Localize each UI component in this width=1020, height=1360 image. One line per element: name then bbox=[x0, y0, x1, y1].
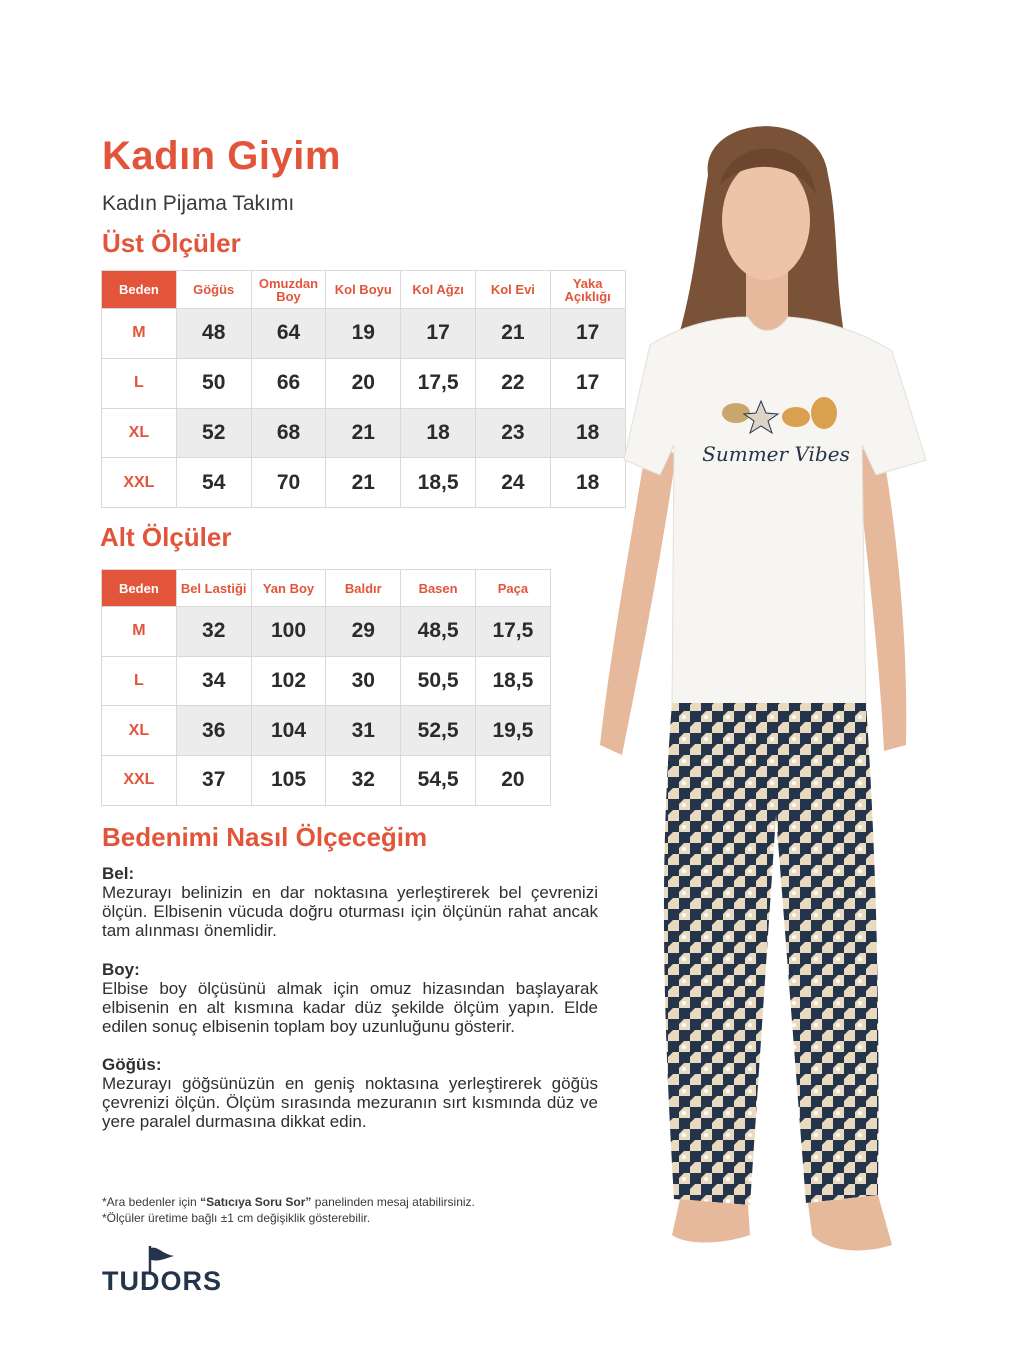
table-cell: 17 bbox=[550, 358, 625, 408]
table-cell: 20 bbox=[475, 756, 550, 806]
table-cell: 37 bbox=[176, 756, 251, 806]
table-cell: 18,5 bbox=[401, 458, 476, 508]
guide-item-text: Elbise boy ölçüsünü almak için omuz hizasından başlayarak elbisenin en alt kısmına kadar düz şekilde ölçüm yapın. Elde edilen sonuç elbisenin toplam boy uzunluğunu gösterir. bbox=[102, 979, 598, 1036]
table-cell: 17,5 bbox=[401, 358, 476, 408]
page-title: Kadın Giyim bbox=[102, 134, 341, 178]
size-label: M bbox=[102, 607, 177, 657]
column-header: Beden bbox=[102, 570, 177, 607]
lower-size-table bbox=[101, 569, 551, 806]
table-cell: 21 bbox=[326, 458, 401, 508]
column-header: Göğüs bbox=[176, 271, 251, 309]
footnote-emphasis: “Satıcıya Soru Sor” bbox=[200, 1195, 312, 1209]
table-cell: 18 bbox=[550, 458, 625, 508]
table-cell: 21 bbox=[326, 408, 401, 458]
column-header: Basen bbox=[401, 570, 476, 607]
table-cell: 17 bbox=[401, 309, 476, 359]
table-row bbox=[102, 458, 626, 508]
table-cell: 50,5 bbox=[401, 656, 476, 706]
column-header: Kol Ağzı bbox=[401, 271, 476, 309]
table-cell: 64 bbox=[251, 309, 326, 359]
column-header: Kol Evi bbox=[475, 271, 550, 309]
table-cell: 52 bbox=[176, 408, 251, 458]
table-row bbox=[102, 756, 551, 806]
table-cell: 54 bbox=[176, 458, 251, 508]
table-cell: 100 bbox=[251, 607, 326, 657]
table-cell: 18,5 bbox=[475, 656, 550, 706]
table-cell: 32 bbox=[176, 607, 251, 657]
guide-waist bbox=[102, 864, 598, 940]
table-row bbox=[102, 358, 626, 408]
table-cell: 24 bbox=[475, 458, 550, 508]
table-cell: 17 bbox=[550, 309, 625, 359]
table-cell: 20 bbox=[326, 358, 401, 408]
page-subtitle: Kadın Pijama Takımı bbox=[102, 192, 295, 215]
table-cell: 52,5 bbox=[401, 706, 476, 756]
table-row bbox=[102, 408, 626, 458]
pants bbox=[664, 703, 879, 1205]
upper-size-table bbox=[101, 270, 626, 508]
size-label: M bbox=[102, 309, 177, 359]
table-header-row bbox=[102, 570, 551, 607]
size-label: L bbox=[102, 358, 177, 408]
table-cell: 68 bbox=[251, 408, 326, 458]
lower-measurements-heading: Alt Ölçüler bbox=[100, 522, 232, 552]
table-cell: 18 bbox=[401, 408, 476, 458]
table-cell: 22 bbox=[475, 358, 550, 408]
size-label: XXL bbox=[102, 756, 177, 806]
table-cell: 48,5 bbox=[401, 607, 476, 657]
table-cell: 19,5 bbox=[475, 706, 550, 756]
footnote-text: panelinden mesaj atabilirsiniz. bbox=[311, 1195, 475, 1209]
table-cell: 36 bbox=[176, 706, 251, 756]
table-cell: 105 bbox=[251, 756, 326, 806]
column-header: Yan Boy bbox=[251, 570, 326, 607]
table-cell: 17,5 bbox=[475, 607, 550, 657]
table-cell: 54,5 bbox=[401, 756, 476, 806]
table-row bbox=[102, 706, 551, 756]
table-cell: 21 bbox=[475, 309, 550, 359]
table-cell: 34 bbox=[176, 656, 251, 706]
column-header: Paça bbox=[475, 570, 550, 607]
footnote-line bbox=[102, 1194, 475, 1210]
size-label: XL bbox=[102, 408, 177, 458]
table-row bbox=[102, 309, 626, 359]
footnote-line: *Ölçüler üretime bağlı ±1 cm değişiklik gösterebilir. bbox=[102, 1211, 371, 1225]
column-header: Beden bbox=[102, 271, 177, 309]
table-cell: 23 bbox=[475, 408, 550, 458]
guide-chest bbox=[102, 1055, 598, 1131]
column-header: Bel Lastiği bbox=[176, 570, 251, 607]
logo-text: TUDORS bbox=[102, 1266, 222, 1296]
table-cell: 48 bbox=[176, 309, 251, 359]
column-header: Kol Boyu bbox=[326, 271, 401, 309]
table-cell: 50 bbox=[176, 358, 251, 408]
size-label: XL bbox=[102, 706, 177, 756]
table-row bbox=[102, 607, 551, 657]
guide-item-title: Bel: bbox=[102, 864, 135, 883]
table-cell: 31 bbox=[326, 706, 401, 756]
guide-item-text: Mezurayı göğsünüzün en geniş noktasına yerleştirerek göğüs çevrenizi ölçün. Ölçüm sırasında mezuranın sırt kısmında düz ve yere paralel durmasına dikkat edin. bbox=[102, 1074, 598, 1131]
guide-height bbox=[102, 960, 598, 1036]
column-header: Omuzdan Boy bbox=[251, 271, 326, 309]
column-header: Baldır bbox=[326, 570, 401, 607]
model-photo bbox=[580, 95, 940, 1295]
table-cell: 19 bbox=[326, 309, 401, 359]
guide-item-title: Göğüs: bbox=[102, 1055, 162, 1074]
column-header: Yaka Açıklığı bbox=[550, 271, 625, 309]
how-to-measure-heading: Bedenimi Nasıl Ölçeceğim bbox=[102, 822, 428, 852]
table-cell: 66 bbox=[251, 358, 326, 408]
upper-measurements-heading: Üst Ölçüler bbox=[102, 228, 241, 258]
guide-item-title: Boy: bbox=[102, 960, 140, 979]
table-row bbox=[102, 656, 551, 706]
table-cell: 102 bbox=[251, 656, 326, 706]
table-cell: 29 bbox=[326, 607, 401, 657]
table-cell: 30 bbox=[326, 656, 401, 706]
table-cell: 32 bbox=[326, 756, 401, 806]
shirt-print-text: Summer Vibes bbox=[702, 442, 850, 466]
table-cell: 18 bbox=[550, 408, 625, 458]
table-cell: 104 bbox=[251, 706, 326, 756]
table-header-row bbox=[102, 271, 626, 309]
size-label: L bbox=[102, 656, 177, 706]
brand-logo bbox=[102, 1244, 242, 1300]
face bbox=[722, 160, 810, 280]
size-label: XXL bbox=[102, 458, 177, 508]
footnote-text: *Ara bedenler için bbox=[102, 1195, 201, 1209]
footnotes bbox=[102, 1194, 475, 1226]
table-cell: 70 bbox=[251, 458, 326, 508]
guide-item-text: Mezurayı belinizin en dar noktasına yerleştirerek bel çevrenizi ölçün. Elbisenin vücuda doğru oturması için ölçünün rahat ancak tam alınması önemlidir. bbox=[102, 883, 598, 940]
